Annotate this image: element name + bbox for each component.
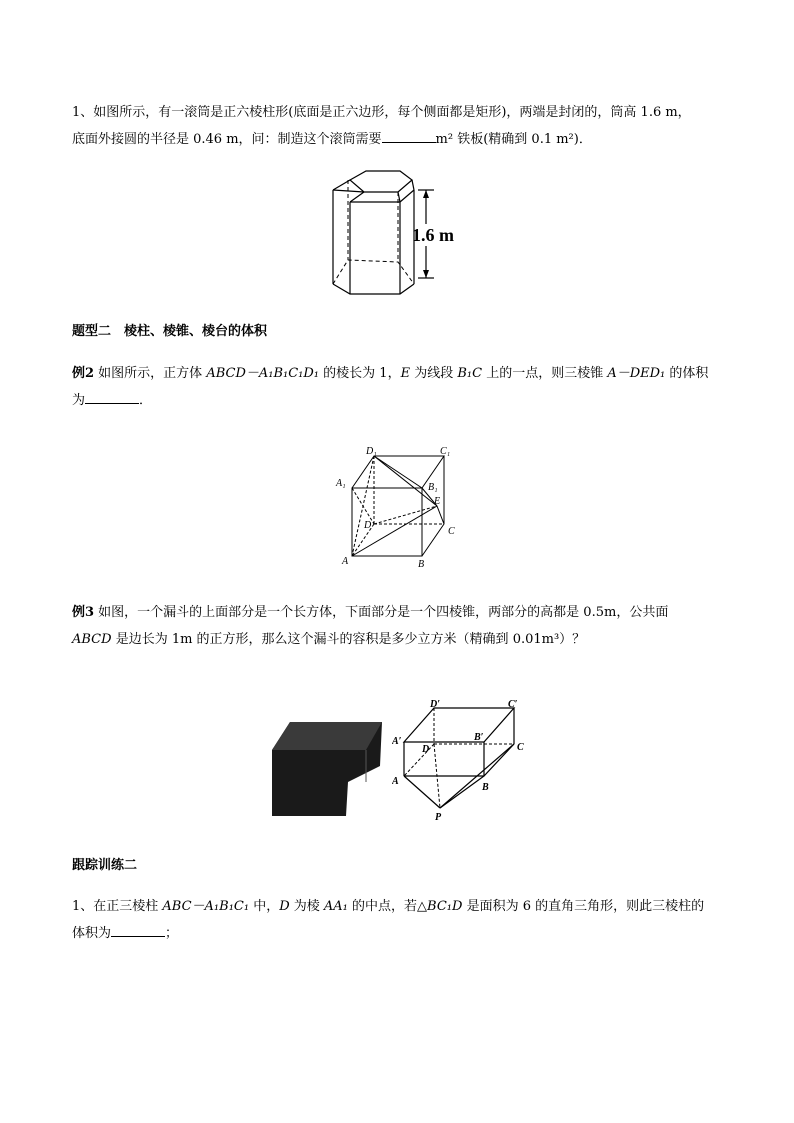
funnel-solid-image bbox=[270, 720, 388, 818]
section-title: 题型二 棱柱、棱锥、棱台的体积 bbox=[72, 324, 268, 339]
vertex-label: C′ bbox=[508, 699, 518, 710]
vertex-label: C bbox=[448, 526, 455, 537]
vertex-label: C bbox=[517, 742, 524, 753]
vertex-label: B₁ bbox=[428, 482, 438, 493]
vertex-label: A bbox=[392, 776, 399, 787]
vertex-label: B′ bbox=[474, 732, 484, 743]
vertex-label: C₁ bbox=[440, 446, 451, 457]
vertex-label: D bbox=[422, 744, 430, 755]
vertex-label: D bbox=[364, 520, 372, 531]
vertex-label: B bbox=[482, 782, 489, 793]
training1-text: 1、在正三棱柱 ABC－A₁B₁C₁ 中，D 为棱 AA₁ 的中点，若△BC₁D 是面积为 6 的直角三角形，则此三棱柱的 体积为 ； bbox=[72, 899, 705, 941]
cube-figure bbox=[332, 446, 462, 570]
answer-blank[interactable] bbox=[85, 391, 139, 404]
vertex-label: E bbox=[434, 496, 441, 507]
vertex-label: B bbox=[418, 559, 425, 570]
funnel-diagram bbox=[392, 698, 532, 822]
height-label: 1.6 m bbox=[412, 225, 454, 245]
vertex-label: A₁ bbox=[336, 478, 346, 489]
q1-text: 1、如图所示，有一滚筒是正六棱柱形(底面是正六边形，每个侧面都是矩形)，两端是封闭的，筒高 1.6 m， 底面外接圆的半径是 0.46 m，问：制造这个滚筒需要 m² 铁板(精确到 0.1 m²)． bbox=[72, 105, 691, 147]
example2-text: 例2 如图所示，正方体 ABCD－A₁B₁C₁D₁ 的棱长为 1，E 为线段 B₁C 上的一点，则三棱锥 A－DED₁ 的体积 为 ． bbox=[72, 366, 709, 408]
hexagonal-prism-figure bbox=[330, 168, 480, 300]
answer-blank[interactable] bbox=[111, 924, 165, 937]
vertex-label: D′ bbox=[430, 699, 441, 710]
vertex-label: A′ bbox=[392, 736, 402, 747]
vertex-label: A bbox=[342, 556, 349, 567]
example3-text: 例3 如图，一个漏斗的上面部分是一个长方体，下面部分是一个四棱锥，两部分的高都是 0.5m，公共面 ABCD 是边长为 1m 的正方形，那么这个漏斗的容积是多少立方米（精确到 0.01m³）？ bbox=[72, 605, 669, 647]
vertex-label: P bbox=[435, 812, 442, 822]
vertex-label: D₁ bbox=[366, 446, 377, 457]
section-title: 跟踪训练二 bbox=[72, 858, 138, 873]
answer-blank[interactable] bbox=[382, 130, 436, 143]
